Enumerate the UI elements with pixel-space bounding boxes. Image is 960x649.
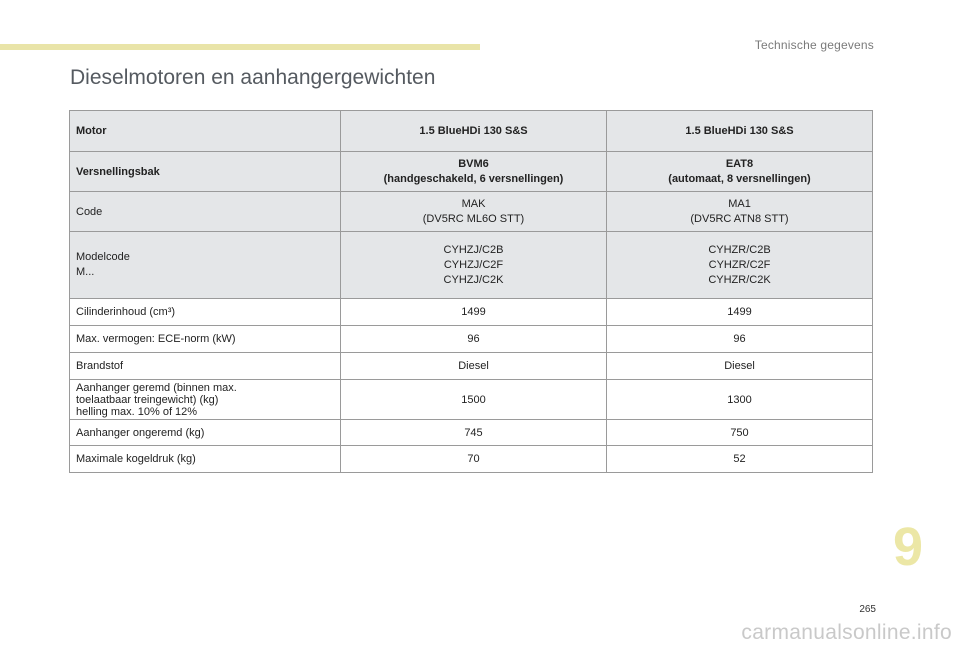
cell-col2: EAT8 (automaat, 8 versnellingen): [607, 152, 873, 192]
table-row-brandstof: [70, 353, 873, 380]
row-label: Motor: [70, 111, 341, 152]
cell-col2: 1.5 BlueHDi 130 S&S: [607, 111, 873, 152]
engine-spec-table: [69, 110, 873, 473]
cell-col1: 1.5 BlueHDi 130 S&S: [341, 111, 607, 152]
cell-col2: MA1 (DV5RC ATN8 STT): [607, 192, 873, 232]
cell-col2: 1300: [607, 380, 873, 420]
table-row-kogeldruk: [70, 446, 873, 473]
row-label: Aanhanger ongeremd (kg): [70, 420, 341, 446]
row-label: Aanhanger geremd (binnen max. toelaatbaar treingewicht) (kg) helling max. 10% of 12%: [70, 380, 341, 420]
cell-col1: BVM6 (handgeschakeld, 6 versnellingen): [341, 152, 607, 192]
cell-col2: CYHZR/C2B CYHZR/C2F CYHZR/C2K: [607, 232, 873, 299]
watermark: carmanualsonline.info: [741, 621, 952, 644]
cell-col2: 750: [607, 420, 873, 446]
table-row-modelcode: [70, 232, 873, 299]
cell-col2: Diesel: [607, 353, 873, 380]
row-label: Cilinderinhoud (cm³): [70, 299, 341, 326]
page-title: Dieselmotoren en aanhangergewichten: [70, 66, 436, 89]
page-number: 265: [859, 604, 876, 615]
cell-col1: Diesel: [341, 353, 607, 380]
row-label: Brandstof: [70, 353, 341, 380]
cell-col1: CYHZJ/C2B CYHZJ/C2F CYHZJ/C2K: [341, 232, 607, 299]
cell-col1: MAK (DV5RC ML6O STT): [341, 192, 607, 232]
table-row-aanhanger-ongeremd: [70, 420, 873, 446]
row-label: Modelcode M...: [70, 232, 341, 299]
section-label: Technische gegevens: [754, 38, 874, 52]
cell-col1: 70: [341, 446, 607, 473]
table-row-vermogen: [70, 326, 873, 353]
cell-col2: 52: [607, 446, 873, 473]
cell-col2: 96: [607, 326, 873, 353]
table-row-motor: [70, 111, 873, 152]
table-row-versnellingsbak: [70, 152, 873, 192]
top-accent-bar: [0, 44, 480, 50]
cell-col2: 1499: [607, 299, 873, 326]
cell-col1: 745: [341, 420, 607, 446]
table-row-cilinderinhoud: [70, 299, 873, 326]
cell-col1: 1500: [341, 380, 607, 420]
cell-col1: 96: [341, 326, 607, 353]
cell-col1: 1499: [341, 299, 607, 326]
table-row-code: [70, 192, 873, 232]
table-row-aanhanger-geremd: [70, 380, 873, 420]
row-label: Maximale kogeldruk (kg): [70, 446, 341, 473]
chapter-number: 9: [892, 517, 923, 577]
row-label: Versnellingsbak: [70, 152, 341, 192]
row-label: Max. vermogen: ECE-norm (kW): [70, 326, 341, 353]
row-label: Code: [70, 192, 341, 232]
